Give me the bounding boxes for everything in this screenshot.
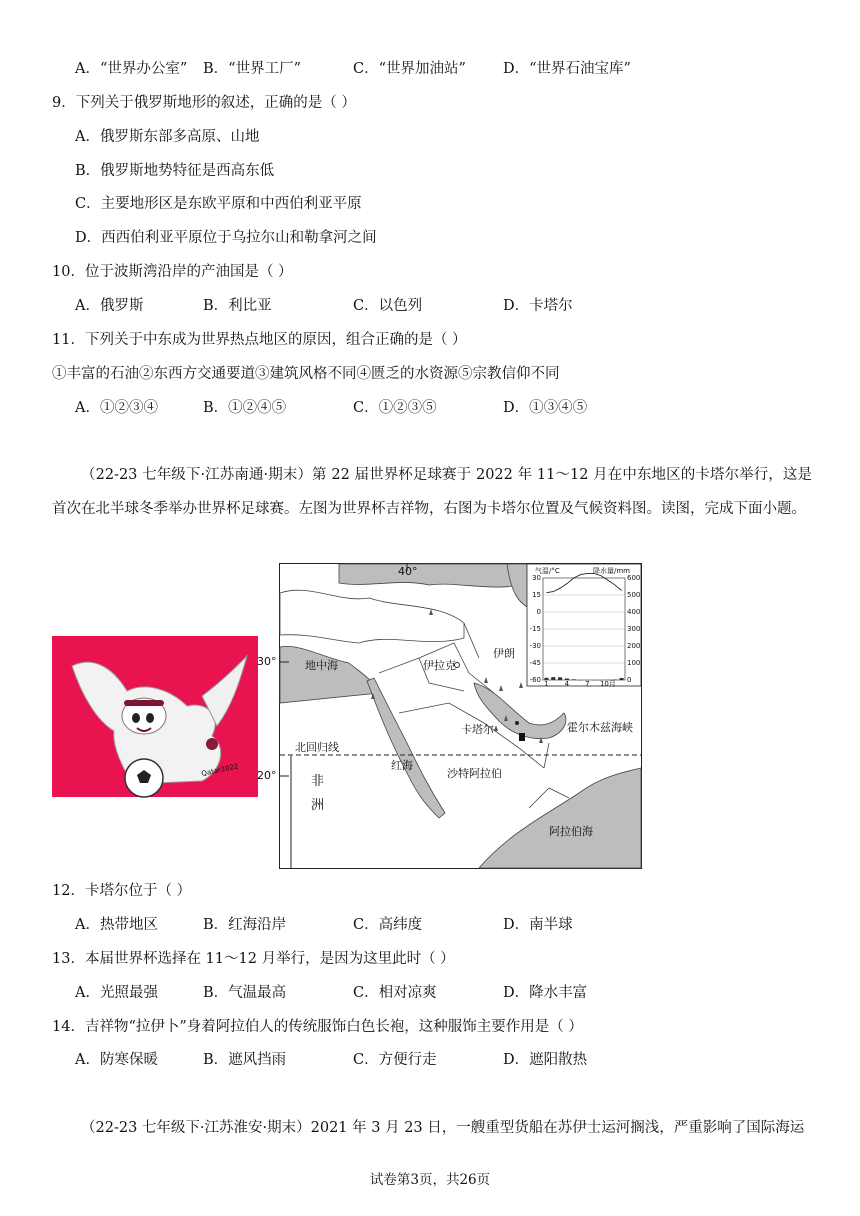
q13-option-b: B．气温最高	[203, 985, 287, 1001]
climate-temp-tick: 0	[536, 608, 541, 616]
label-qatar: 卡塔尔	[461, 723, 494, 736]
lat20-label: 20°	[257, 769, 277, 782]
q12-option-d: D．南半球	[503, 917, 573, 933]
q8-option-d: D．“世界石油宝库”	[503, 61, 631, 77]
climate-month-tick: 7	[585, 680, 590, 688]
label-africa-1: 非	[311, 774, 325, 789]
precip-bar	[544, 678, 548, 680]
mascot-image	[52, 636, 258, 797]
q14-option-c: C．方便行走	[353, 1052, 437, 1068]
qatar-capital-icon	[515, 721, 519, 725]
qatar-location-map	[257, 563, 642, 869]
climate-chart-frame	[527, 564, 641, 686]
climate-precip-tick: 300	[627, 625, 641, 633]
label-tropic: 北回归线	[295, 741, 339, 754]
climate-chart	[527, 564, 641, 688]
label-arabian-sea: 阿拉伯海	[549, 825, 593, 838]
precip-bar	[565, 678, 569, 680]
q12-stem: 12．卡塔尔位于（ ）	[52, 883, 192, 899]
mascot-headband	[124, 700, 164, 706]
q9-option-a: A．俄罗斯东部多高原、山地	[75, 129, 260, 145]
passage-2: （22-23 七年级下·江苏淮安·期末）2021 年 3 月 23 日，一艘重型货船在苏伊士运河搁浅，严重影响了国际海运	[81, 1120, 805, 1136]
q10-stem: 10．位于波斯湾沿岸的产油国是（ ）	[52, 264, 293, 280]
lon40-label: 40°	[398, 565, 418, 578]
q11-option-d: D．①③④⑤	[503, 400, 588, 416]
climate-month-tick: 4	[564, 680, 570, 688]
climate-month-tick: 1	[544, 680, 549, 688]
black-sea	[339, 564, 529, 587]
climate-precip-tick: 600	[627, 574, 641, 582]
q13-option-a: A．光照最强	[75, 985, 158, 1001]
q9-option-b: B．俄罗斯地势特征是西高东低	[75, 163, 275, 179]
q11-option-c: C．①②③⑤	[353, 400, 437, 416]
climate-temp-tick: -30	[529, 642, 541, 650]
precip-bar	[551, 677, 555, 680]
mascot-text: Qatar2022	[200, 762, 240, 778]
q10-option-c: C．以色列	[353, 298, 423, 314]
mascot-emblem	[206, 738, 218, 750]
q13-stem: 13．本届世界杯选择在 11～12 月举行，是因为这里此时（ ）	[52, 951, 455, 967]
q12-option-b: B．红海沿岸	[203, 917, 287, 933]
q14-option-a: A．防寒保暖	[75, 1052, 158, 1068]
q8-option-b: B．“世界工厂”	[203, 61, 301, 77]
q9-stem: 9．下列关于俄罗斯地形的叙述，正确的是（ ）	[52, 95, 356, 111]
q11-option-b: B．①②④⑤	[203, 400, 287, 416]
label-iraq: 伊拉克	[423, 659, 456, 672]
label-africa-2: 洲	[311, 798, 325, 813]
q9-option-d: D．西西伯利亚平原位于乌拉尔山和勒拿河之间	[75, 230, 377, 246]
q12-option-c: C．高纬度	[353, 917, 423, 933]
page-footer: 试卷第3页，共26页	[369, 1172, 491, 1188]
q9-option-c: C．主要地形区是东欧平原和中西伯利亚平原	[75, 196, 362, 212]
q11-sub: ①丰富的石油②东西方交通要道③建筑风格不同④匮乏的水资源⑤宗教信仰不同	[52, 366, 560, 382]
climate-temp-tick: -45	[529, 659, 541, 667]
climate-precip-tick: 500	[627, 591, 641, 599]
q12-option-a: A．热带地区	[75, 917, 158, 933]
passage-1: （22-23 七年级下·江苏南通·期末）第 22 届世界杯足球赛于 2022 年 11～12 月在中东地区的卡塔尔举行，这是首次在北半球冬季举办世界杯足球赛。左图为世界杯吉祥物，右图为卡塔尔位置及气候资料图。读图，完成下面小题。	[52, 467, 812, 517]
climate-precip-label: 降水量/mm	[593, 567, 630, 575]
q10-option-b: B．利比亚	[203, 298, 272, 314]
q14-stem: 14．吉祥物“拉伊卜”身着阿拉伯人的传统服饰白色长袍，这种服饰主要作用是（ ）	[52, 1019, 583, 1035]
q10-option-d: D．卡塔尔	[503, 298, 573, 314]
q8-option-c: C．“世界加油站”	[353, 61, 466, 77]
climate-precip-tick: 100	[627, 659, 641, 667]
mascot-eye-right	[146, 713, 154, 723]
precip-bar	[620, 678, 624, 680]
climate-precip-tick: 400	[627, 608, 641, 616]
climate-temp-tick: -60	[529, 676, 541, 684]
label-saudi: 沙特阿拉伯	[447, 767, 502, 780]
q13-option-c: C．相对凉爽	[353, 985, 437, 1001]
label-hormuz: 霍尔木兹海峡	[567, 721, 633, 734]
climate-temp-label: 气温/°C	[535, 567, 560, 575]
label-redsea: 红海	[391, 759, 413, 772]
precip-bar	[572, 679, 576, 680]
q14-option-d: D．遮阳散热	[503, 1052, 588, 1068]
climate-month-tick: 10月	[599, 680, 616, 688]
q10-option-a: A．俄罗斯	[75, 298, 144, 314]
precip-bar	[613, 679, 617, 680]
precip-bar	[558, 677, 562, 680]
climate-precip-tick: 200	[627, 642, 641, 650]
mascot-eye-left	[132, 713, 140, 723]
q11-stem: 11．下列关于中东成为世界热点地区的原因，组合正确的是（ ）	[52, 332, 467, 348]
climate-precip-tick: 0	[627, 676, 632, 684]
label-iran: 伊朗	[493, 647, 515, 660]
climate-temp-tick: 15	[532, 591, 541, 599]
label-mediterranean: 地中海	[305, 659, 338, 672]
q8-option-a: A．“世界办公室”	[75, 61, 188, 77]
q11-option-a: A．①②③④	[75, 400, 158, 416]
q14-option-b: B．遮风挡雨	[203, 1052, 287, 1068]
q13-option-d: D．降水丰富	[503, 985, 588, 1001]
lat30-label: 30°	[257, 655, 277, 668]
climate-temp-tick: 30	[532, 574, 541, 582]
climate-temp-tick: -15	[529, 625, 541, 633]
qatar-highlight	[519, 733, 525, 741]
